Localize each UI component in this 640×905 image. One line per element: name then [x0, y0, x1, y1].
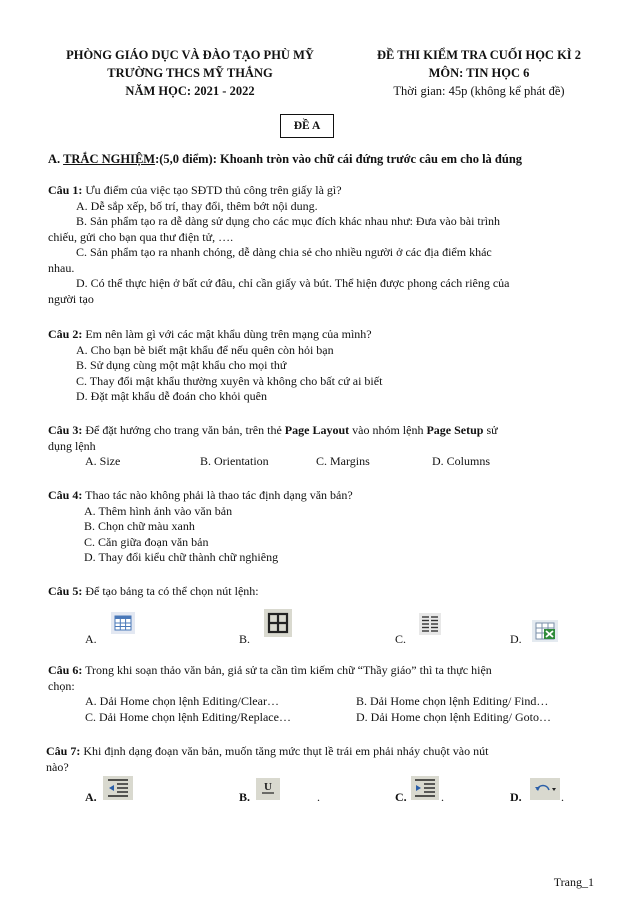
question-5-text: Để tạo bảng ta có thể chọn nút lệnh: [82, 584, 259, 598]
school-year: NĂM HỌC: 2021 - 2022 [125, 84, 255, 98]
draw-table-grid-icon[interactable] [264, 609, 292, 637]
question-7-text-line2: nào? [46, 759, 69, 774]
increase-indent-icon[interactable] [411, 776, 439, 800]
section-a-prefix: A. [48, 152, 64, 166]
question-4-option-d[interactable]: D. Thay đổi kiểu chữ thành chữ nghiêng [84, 550, 279, 564]
question-6-text-line2: chọn: [48, 678, 75, 693]
undo-dropdown-icon[interactable] [530, 778, 560, 800]
question-7-text: Khi định dạng đoạn văn bản, muốn tăng mức thụt lề trái em phải nháy chuột vào nút [80, 744, 489, 758]
question-3-option-b[interactable]: B. Orientation [200, 454, 269, 468]
school-header [40, 46, 340, 100]
question-7-option-b[interactable]: B. [239, 790, 251, 804]
section-a-underlined: TRẮC NGHIỆM [63, 152, 156, 166]
question-3-text-pre: Để đặt hướng cho trang văn bản, trên thẻ [82, 423, 285, 437]
svg-text:U: U [264, 781, 272, 793]
question-1-text: Ưu điểm của việc tạo SĐTD thủ công trên giấy là gì? [82, 183, 342, 197]
question-7-option-c[interactable]: C. [395, 790, 407, 804]
question-1-option-b[interactable]: B. Sản phẩm tạo ra dễ dàng sử dụng cho các mục đích khác nhau như: Đưa vào bài trình [76, 214, 501, 228]
exam-subject: MÔN: TIN HỌC 6 [428, 66, 530, 80]
question-7-option-a[interactable]: A. [85, 790, 97, 804]
question-3 [48, 423, 596, 470]
question-3-text-mid: vào nhóm lệnh [349, 423, 427, 437]
question-4-text: Thao tác nào không phải là thao tác định dạng văn bản? [82, 488, 353, 502]
school-name: TRƯỜNG THCS MỸ THẮNG [107, 66, 273, 80]
question-7-label: Câu 7: [46, 744, 81, 758]
question-5 [48, 584, 596, 600]
question-7 [46, 744, 594, 775]
question-6 [48, 663, 596, 726]
question-1-option-c-cont: nhau. [48, 260, 75, 275]
decrease-indent-icon[interactable] [103, 776, 133, 800]
question-7-option-d-dot: . [561, 790, 564, 804]
question-4-label: Câu 4: [48, 488, 83, 502]
question-1 [48, 183, 596, 307]
section-a-instruction: :(5,0 điểm): Khoanh tròn vào chữ cái đứng trước câu em cho là đúng [155, 152, 523, 166]
question-6-label: Câu 6: [48, 663, 83, 677]
question-6-options-row2 [48, 710, 596, 726]
question-2-text: Em nên làm gì với các mật khẩu dùng trên mạng của mình? [82, 327, 372, 341]
question-2-label: Câu 2: [48, 327, 83, 341]
question-3-label: Câu 3: [48, 423, 83, 437]
columns-icon[interactable] [419, 613, 441, 635]
question-1-option-c[interactable]: C. Sản phẩm tạo ra nhanh chóng, dễ dàng chia sẻ cho nhiều người ở các địa điểm khác [76, 245, 492, 259]
question-6-option-b[interactable]: B. Dải Home chọn lệnh Editing/ Find… [356, 694, 549, 708]
excel-spreadsheet-icon[interactable] [532, 620, 558, 642]
question-3-option-d[interactable]: D. Columns [432, 454, 491, 468]
question-3-text-post: sử [483, 423, 498, 437]
question-6-text: Trong khi soạn thảo văn bản, giả sử ta cần tìm kiếm chữ “Thầy giáo” thì ta thực hiện [82, 663, 492, 677]
question-3-option-c[interactable]: C. Margins [316, 454, 370, 468]
underline-icon[interactable] [256, 778, 280, 800]
department-name: PHÒNG GIÁO DỤC VÀ ĐÀO TẠO PHÙ MỸ [66, 48, 314, 62]
exam-code-box: ĐỀ A [280, 114, 334, 138]
question-4-option-a[interactable]: A. Thêm hình ảnh vào văn bản [84, 503, 233, 518]
question-6-options-row1 [48, 694, 596, 710]
question-2-option-b[interactable]: B. Sử dụng cùng một mật khẩu cho mọi thứ [76, 358, 287, 372]
question-2 [48, 327, 596, 405]
question-7-option-d[interactable]: D. [510, 790, 522, 804]
question-1-option-b-cont: chiếu, gửi cho bạn qua thư điện tử, …. [48, 229, 234, 244]
question-6-option-a[interactable]: A. Dải Home chọn lệnh Editing/Clear… [85, 694, 279, 708]
question-4-option-b[interactable]: B. Chọn chữ màu xanh [84, 519, 195, 533]
question-2-option-c[interactable]: C. Thay đổi mật khẩu thường xuyên và không cho bất cứ ai biết [76, 373, 383, 388]
question-5-option-b[interactable]: B. [239, 632, 251, 646]
question-5-option-d[interactable]: D. [510, 632, 522, 646]
section-a-title [48, 152, 608, 167]
question-6-option-c[interactable]: C. Dải Home chọn lệnh Editing/Replace… [85, 710, 291, 724]
question-1-option-d-cont: người tạo [48, 291, 94, 306]
question-2-option-a[interactable]: A. Cho bạn bè biết mật khẩu để nếu quên còn hỏi bạn [76, 342, 334, 357]
question-5-label: Câu 5: [48, 584, 83, 598]
exam-header [348, 46, 610, 100]
question-6-option-d[interactable]: D. Dải Home chọn lệnh Editing/ Goto… [356, 710, 551, 724]
question-2-option-d[interactable]: D. Đặt mật khẩu dễ đoán cho khỏi quên [76, 389, 267, 403]
question-1-label: Câu 1: [48, 183, 83, 197]
question-3-option-a[interactable]: A. Size [85, 454, 121, 468]
question-1-option-d[interactable]: D. Có thể thực hiện ở bất cứ đâu, chỉ cần giấy và bút. Thể hiện được phong cách riêng của [76, 276, 510, 290]
question-5-option-c[interactable]: C. [395, 632, 407, 646]
exam-duration: Thời gian: 45p (không kể phát đề) [393, 84, 565, 98]
question-7-option-c-dot: . [441, 790, 444, 804]
question-7-option-b-dot: . [317, 790, 320, 804]
exam-title: ĐỀ THI KIỂM TRA CUỐI HỌC KÌ 2 [376, 48, 582, 62]
question-4-option-c[interactable]: C. Căn giữa đoạn văn bản [84, 534, 209, 549]
question-5-option-a[interactable]: A. [85, 632, 97, 646]
question-4 [48, 488, 596, 566]
question-1-option-a[interactable]: A. Dễ sắp xếp, bố trí, thay đổi, thêm bớt nội dung. [76, 198, 318, 213]
page-number: Trang_1 [553, 875, 594, 889]
question-3-page-layout: Page Layout [284, 423, 350, 437]
insert-table-icon[interactable] [111, 612, 135, 634]
question-3-page-setup: Page Setup [426, 423, 484, 437]
question-3-options [48, 454, 596, 470]
question-3-text-line2: dụng lệnh [48, 438, 96, 453]
